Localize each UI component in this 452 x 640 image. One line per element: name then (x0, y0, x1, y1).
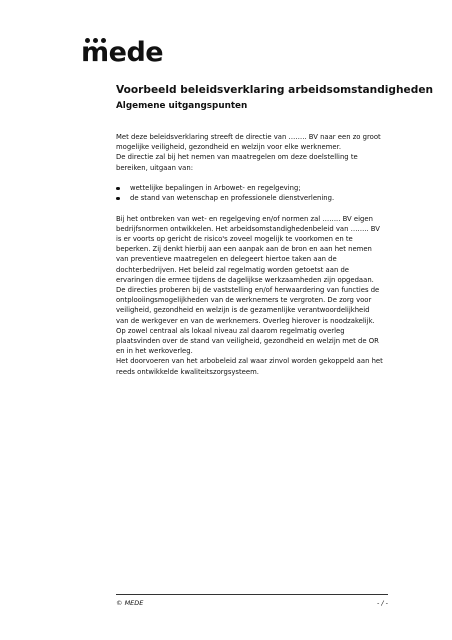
body-line: De directies proberen bij de vaststelling en/of herwaardering van functies de (116, 286, 380, 295)
document-title: Voorbeeld beleidsverklaring arbeidsomstandigheden (116, 84, 434, 96)
body-line: is er voorts op gericht de risico's zoveel mogelijk te voorkomen en te (116, 235, 353, 243)
footer-divider (116, 594, 388, 595)
body-line: Het doorvoeren van het arbobeleid zal waar zinvol worden gekoppeld aan het (116, 357, 383, 366)
body-line: beperken. Zij denkt hierbij aan een aanpak aan de bron en aan het nemen (116, 245, 372, 254)
logo-text: mede (81, 37, 164, 68)
bullet-item (116, 183, 396, 193)
body-line: dochterbedrijven. Het beleid zal regelmatig worden getoetst aan de (116, 265, 350, 274)
intro-line: bereiken, uitgaan van: (116, 163, 194, 172)
body-line: plaatsvinden over de stand van veiligheid, gezondheid en welzijn met de OR (116, 337, 379, 346)
intro-line: mogelijke veiligheid, gezondheid en welzijn voor elke werknemer. (116, 143, 341, 152)
intro-line: Met deze beleidsverklaring streeft de directie van …….. BV naar een zo groot (116, 133, 381, 141)
body-line: van de werkgever en van de werknemers. Overleg hierover is noodzakelijk. (116, 316, 375, 325)
bullet-item (116, 193, 396, 203)
body-line: veiligheid, gezondheid en welzijn is de gezamenlijke verantwoordelijkheid (116, 306, 370, 315)
intro-line: De directie zal bij het nemen van maatregelen om deze doelstelling te (116, 153, 358, 162)
bullet-icon (116, 197, 120, 201)
body-line: Op zowel centraal als lokaal niveau zal daarom regelmatig overleg (116, 326, 345, 335)
bullet-list (116, 183, 396, 203)
body-line: van preventieve maatregelen en delegeert hiertoe taken aan de (116, 255, 337, 264)
document-body (116, 132, 396, 377)
mede-logo (81, 37, 164, 68)
body-line: ontplooiingsmogelijkheden van de werknemers te vergroten. De zorg voor (116, 296, 372, 305)
bullet-text: de stand van wetenschap en professionele dienstverlening. (130, 194, 335, 203)
footer-page-number: - / - (376, 599, 388, 607)
body-line: en in het werkoverleg. (116, 347, 193, 356)
body-line: reeds ontwikkelde kwaliteitszorgsysteem. (116, 367, 259, 376)
section-heading: Algemene uitgangspunten (116, 101, 248, 111)
body-line: bedrijfsnormen ontwikkelen. Het arbeidsomstandighedenbeleid van …….. BV (116, 224, 380, 233)
body-line: Bij het ontbreken van wet- en regelgeving en/of normen zal …….. BV eigen (116, 214, 373, 223)
bullet-icon (116, 187, 120, 191)
bullet-text: wettelijke bepalingen in Arbowet- en regelgeving; (130, 184, 301, 192)
footer-copyright: © MEDE (116, 599, 144, 607)
body-line: ervaringen die ermee tijdens de dagelijkse werkzaamheden zijn opgedaan. (116, 275, 374, 284)
